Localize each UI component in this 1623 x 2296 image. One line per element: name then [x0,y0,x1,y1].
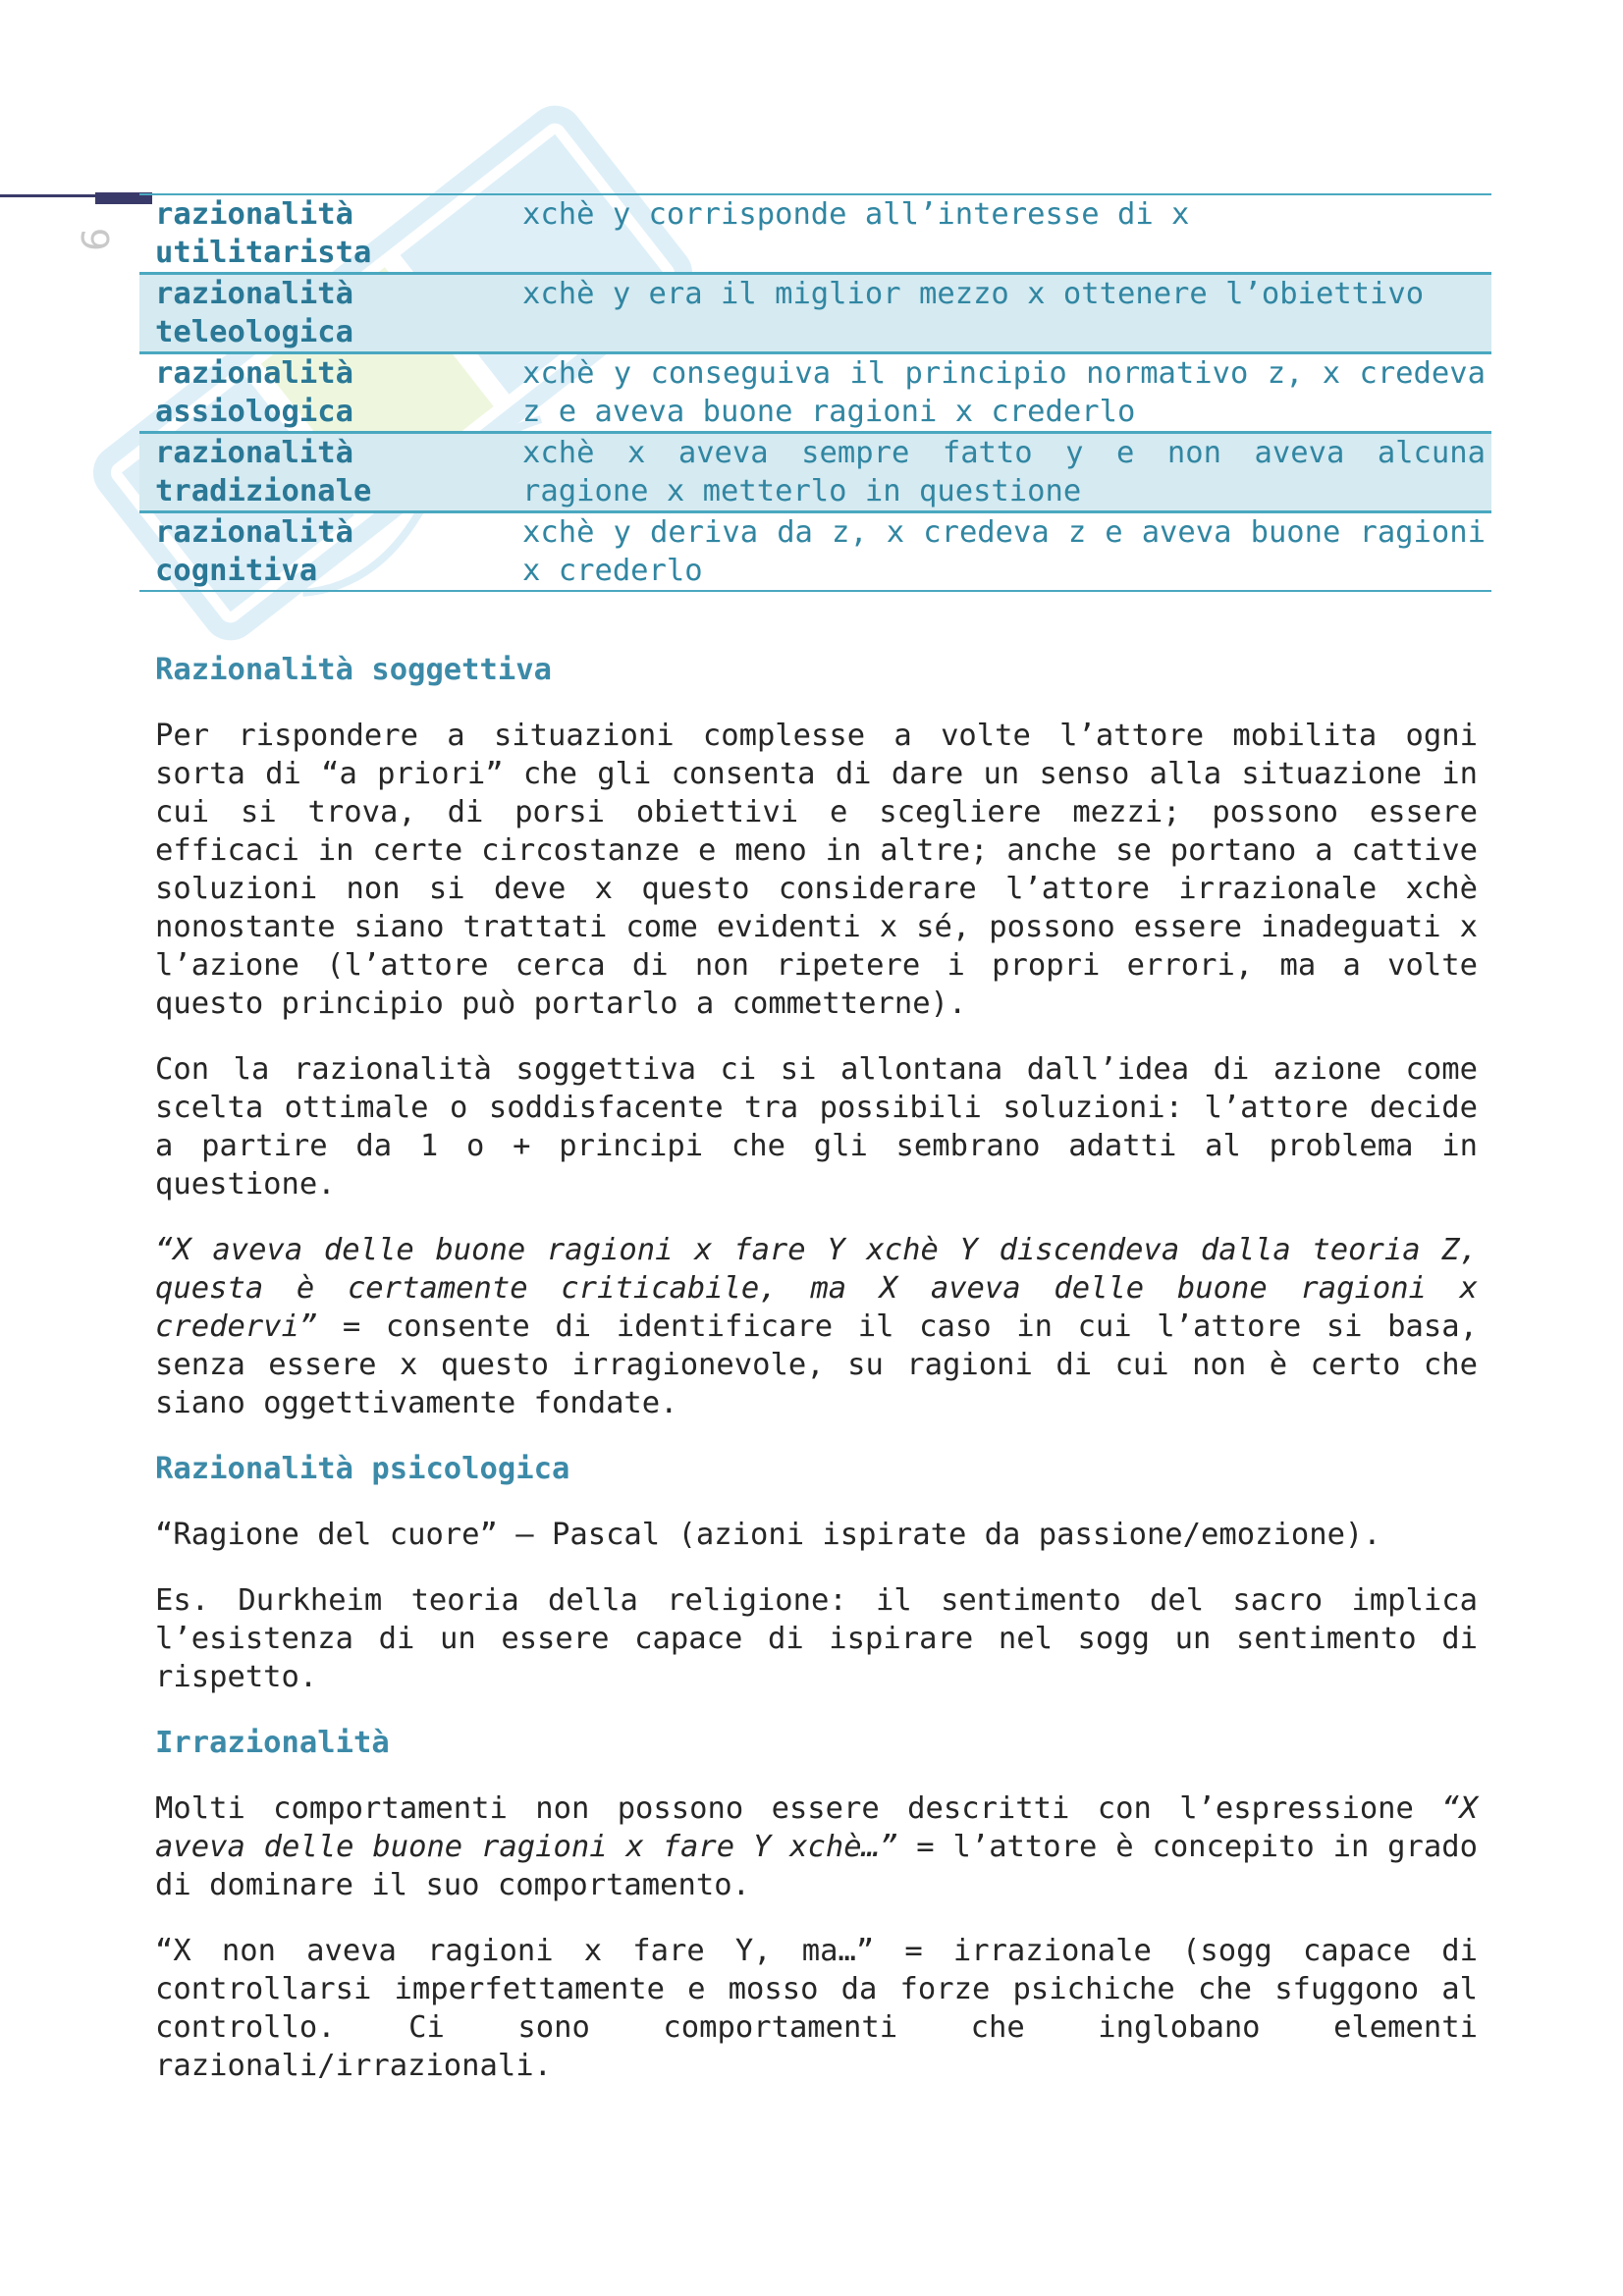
table-row [139,433,1491,512]
document-body [155,651,1478,2112]
paragraph: Per rispondere a situazioni complesse a volte l’attore mobilita ogni sorta di “a priori” che gli consenta di dare un senso alla situazione in cui si trova, di porsi obiettivi e scegliere mezzi; possono essere efficaci in certe circostanze e meno in altre; anche se portano a cattive soluzioni non si deve x questo considerare l’attore irrazionale xchè nonostante siano trattati come evidenti x sé, possono essere inadeguati x l’azione (l’attore cerca di non ripetere i propri errori, ma a volte questo principio può portarlo a commetterne). [155,719,1478,1021]
table-row [139,274,1491,353]
quote-text: “X aveva delle buone ragioni x fare Y xchè…” [155,1791,1478,1864]
table-term: razionalità tradizionale [155,436,372,508]
table-term: razionalità cognitiva [155,515,353,588]
paragraph-text: = consente di identificare il caso in cui l’attore si basa, senza essere x questo irragionevole, su ragioni di cui non è certo che siano oggettivamente fondate. [155,1309,1478,1420]
table-description: xchè y conseguiva il principio normativo z, x credeva z e aveva buone ragioni x crederlo [522,356,1486,429]
heading-irrazionalita: Irrazionalità [155,1726,390,1760]
table-description: xchè y era il miglior mezzo x ottenere l’obiettivo [522,277,1425,311]
table-row [139,353,1491,433]
heading-razionalita-soggettiva: Razionalità soggettiva [155,653,552,687]
table-description: xchè y corrisponde all’interesse di x [522,197,1190,232]
paragraph: “Ragione del cuore” – Pascal (azioni ispirate da passione/emozione). [155,1518,1381,1552]
table-description: xchè x aveva sempre fatto y e non aveva alcuna ragione x metterlo in questione [522,436,1486,508]
table-row [139,194,1491,274]
paragraph: Es. Durkheim teoria della religione: il sentimento del sacro implica l’esistenza di un essere capace di ispirare nel sogg un sentimento di rispetto. [155,1583,1478,1694]
quote-text: “X aveva delle buone ragioni x fare Y xchè Y discendeva dalla teoria Z, questa è certamente criticabile, ma X aveva delle buone ragioni x credervi” [155,1233,1478,1344]
table-term: razionalità teleologica [155,277,353,349]
paragraph-quote [155,1789,1478,1904]
paragraph: Con la razionalità soggettiva ci si allontana dall’idea di azione come scelta ottimale o soddisfacente tra possibili soluzioni: l’attore decide a partire da 1 o + principi che gli sembrano adatti al problema in questione. [155,1052,1478,1201]
table-term: razionalità assiologica [155,356,353,429]
paragraph-quote [155,1231,1478,1422]
table-row [139,512,1491,592]
table-term: razionalità utilitarista [155,197,372,270]
paragraph: “X non aveva ragioni x fare Y, ma…” = irrazionale (sogg capace di controllarsi imperfettamente e mosso da forze psichiche che sfuggono al controllo. Ci sono comportamenti che inglobano elementi razionali/irrazionali. [155,1934,1478,2083]
rationality-table [139,193,1491,592]
page-number: 9 [73,227,117,252]
paragraph-text: Molti comportamenti non possono essere descritti con l’espressione [155,1791,1442,1826]
table-description: xchè y deriva da z, x credeva z e aveva buone ragioni x crederlo [522,515,1486,588]
heading-razionalita-psicologica: Razionalità psicologica [155,1452,570,1486]
paragraph-text: = l’attore è concepito in grado di dominare il suo comportamento. [155,1830,1478,1902]
